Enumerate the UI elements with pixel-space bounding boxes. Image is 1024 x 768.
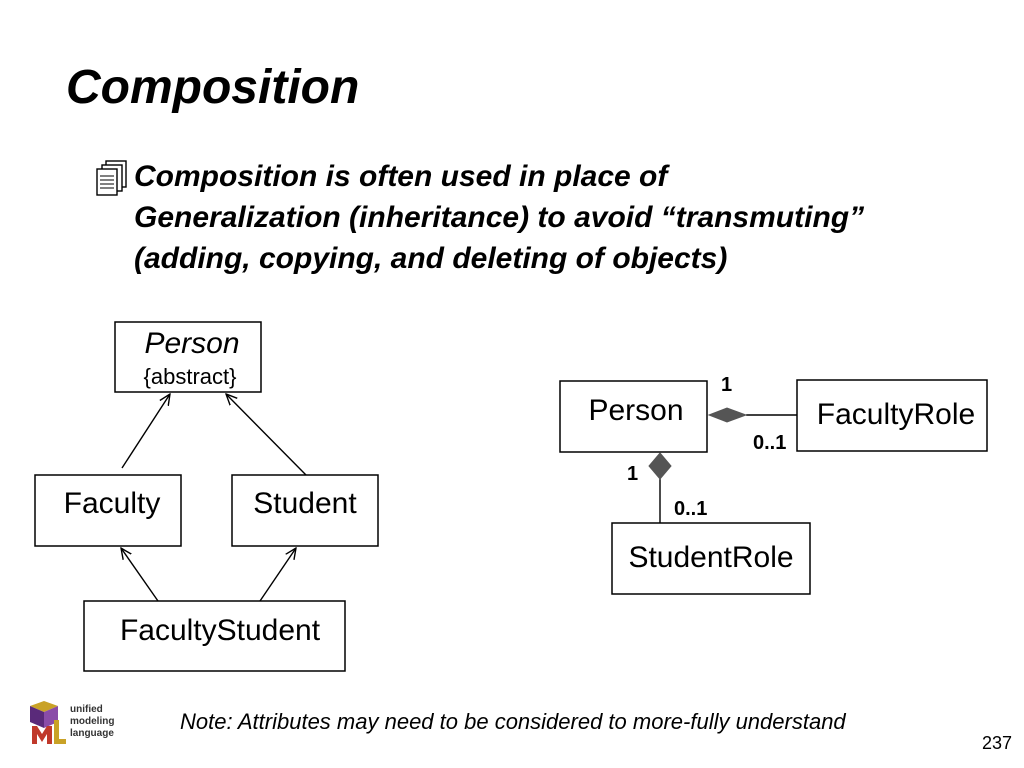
multiplicity-student-role: 0..1 (674, 498, 708, 520)
left-diagram (35, 322, 378, 671)
bullet-line-1: Composition is often used in place of (134, 160, 668, 193)
class-faculty-role[interactable] (797, 380, 987, 451)
class-student[interactable] (232, 475, 378, 546)
bullet-line-2: Generalization (inheritance) to avoid “transmuting” (134, 201, 865, 234)
composition-diamond-student-role (649, 453, 671, 479)
class-person-abstract[interactable] (115, 322, 261, 392)
generalization-facultystudent-faculty (121, 548, 158, 601)
class-student-role[interactable] (612, 523, 810, 594)
class-person[interactable] (560, 381, 707, 452)
student-role-name: StudentRole (628, 541, 794, 574)
generalization-facultystudent-student (260, 548, 296, 601)
generalization-faculty-person (122, 394, 170, 468)
faculty-role-name: FacultyRole (816, 398, 976, 431)
student-name: Student (253, 487, 357, 520)
logo-word-unified: unified (70, 704, 103, 715)
faculty-student-name: FacultyStudent (119, 614, 321, 647)
footnote: Note: Attributes may need to be considered to more-fully understand (180, 709, 846, 734)
right-diagram (560, 374, 987, 594)
person-name: Person (588, 394, 684, 427)
generalization-student-person (226, 394, 306, 475)
faculty-name: Faculty (63, 487, 161, 520)
person-abstract-name: Person (144, 327, 240, 360)
bullet-line-3: (adding, copying, and deleting of objects) (134, 242, 728, 275)
slide-title: Composition (66, 61, 360, 114)
composition-diamond-faculty-role (709, 408, 746, 422)
page-number: 237 (981, 733, 1012, 753)
class-faculty-student[interactable] (84, 601, 345, 671)
multiplicity-faculty-role: 0..1 (753, 432, 787, 454)
multiplicity-person-faculty: 1 (721, 374, 733, 396)
multiplicity-person-student: 1 (627, 463, 639, 485)
person-stereotype: {abstract} (143, 364, 237, 389)
logo-word-language: language (70, 728, 114, 739)
class-faculty[interactable] (35, 475, 181, 546)
logo-word-modeling: modeling (70, 716, 115, 727)
uml-logo (24, 698, 154, 748)
